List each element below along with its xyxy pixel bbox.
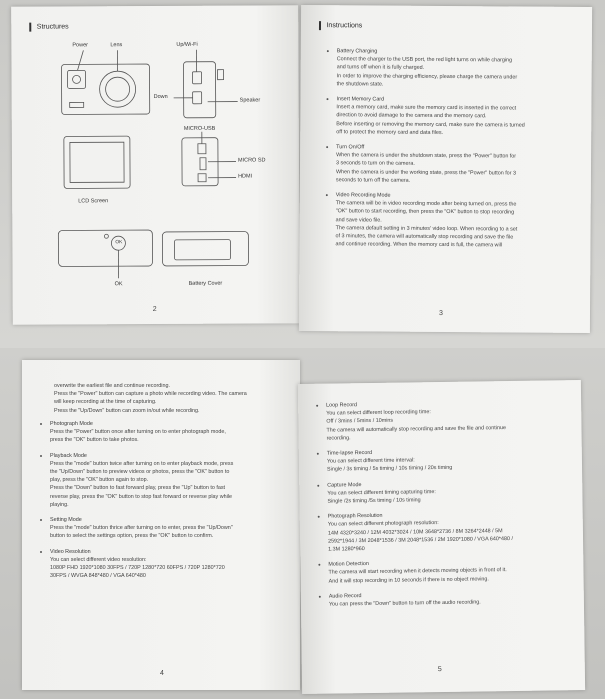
continuation-line: Press the "Up/Down" button can zoom in/out while recording. — [54, 407, 200, 414]
instruction-text-line: Connect the charger to the USB port, the red light turns on while charging — [336, 56, 513, 64]
instruction-title: Video Recording Mode — [335, 192, 391, 199]
page-4 — [22, 360, 300, 690]
label-hdmi: HDMI — [238, 173, 253, 180]
instruction-item — [317, 478, 572, 506]
instruction-text-line: the shutdown state. — [336, 81, 384, 88]
indicator-light — [104, 234, 108, 238]
instruction-text-line: Press the "Power" button once after turning on to enter photograph mode, — [50, 429, 226, 436]
label-down: Down — [153, 93, 168, 101]
instruction-text-line: of 3 minutes, the camera will automatically stop recording and save the file — [335, 233, 514, 241]
hdmi-port — [198, 174, 206, 182]
bullet-icon — [317, 484, 319, 486]
instruction-text-line: And it will stop recording in 10 seconds if there is no object moving. — [328, 575, 489, 585]
camera-bottom-view — [162, 232, 248, 266]
instruction-item — [327, 47, 577, 90]
instruction-text-line: 1.3M 1280*960 — [328, 546, 365, 553]
front-label-plate — [70, 102, 84, 107]
instruction-text-line: "OK" button to start recording, then press the "OK" button to stop recording — [335, 208, 515, 216]
bullet-icon — [326, 98, 328, 100]
instruction-text-line: direction to avoid damage to the camera and the memory card. — [336, 112, 487, 120]
instruction-text-line: Single /2s timing /5s timing / 10s timing — [327, 497, 421, 505]
continuation-line: Press the "Power" button can capture a photo while recording video. The camera — [54, 391, 247, 398]
lens-ring — [100, 71, 136, 107]
instruction-text-line: The camera default setting in 3 minutes' video loop. When recording to a set — [335, 225, 518, 233]
instruction-title: Motion Detection — [328, 561, 369, 568]
instruction-text-line: seconds to turn off the camera. — [335, 177, 411, 184]
bullet-icon — [40, 551, 42, 553]
instruction-text-line: You can press the "Down" button to turn off the audio recording. — [328, 599, 481, 608]
instruction-item — [40, 420, 290, 445]
instruction-text-line: button to select the settings option, press the "OK" button to confirm. — [50, 533, 214, 540]
instruction-text-line: Press the "mode" button thrice after turning on to enter, press the "Up/Down" — [50, 525, 233, 532]
instruction-text-line: The camera will be in video recording mode after being turned on, press the — [335, 200, 517, 208]
bullet-icon — [327, 50, 329, 52]
page-2-number: 2 — [152, 305, 157, 314]
up-wifi-button — [193, 72, 202, 84]
bullet-icon — [40, 423, 42, 425]
bullet-icon — [316, 405, 318, 407]
label-ok-on-button: OK — [115, 240, 123, 246]
power-button — [68, 70, 86, 88]
page-3 — [299, 5, 592, 333]
instruction-text-line: the "Up/Down" button to preview videos or photos, press the "OK" button to — [50, 469, 230, 476]
instruction-text-line: 1080P FHD 1920*1080 30FPS / 720P 1280*720 60FPS / 720P 1280*720 — [50, 565, 225, 572]
instruction-title: Battery Charging — [336, 48, 378, 55]
instruction-text-line: Before inserting or removing the memory card, make sure the camera is turned — [336, 120, 525, 129]
instruction-title: Capture Mode — [327, 481, 362, 489]
lens-glass — [106, 77, 130, 101]
instruction-text-line: press the "OK" button to take photos. — [50, 437, 139, 444]
continuation-line: overwrite the earliest file and continue recording. — [54, 383, 170, 389]
instruction-title: Audio Record — [328, 592, 362, 600]
instruction-item — [317, 446, 572, 474]
bullet-icon — [318, 564, 320, 566]
instruction-text-line: and turns off when it is fully charged. — [336, 64, 425, 72]
instruction-text-line: play, press the "OK" button again to stop. — [50, 477, 149, 484]
label-battery-cover: Battery Cover — [188, 280, 223, 287]
down-button — [193, 92, 202, 104]
instruction-title: Loop Record — [326, 402, 358, 409]
page-4-continuation — [54, 382, 294, 415]
camera-top-view — [58, 230, 152, 266]
instruction-title: Turn On/Off — [336, 144, 365, 151]
instruction-text-line: playing. — [50, 501, 69, 508]
battery-cover — [174, 240, 230, 260]
instruction-text-line: The camera will automatically stop recording and save the file and continue — [326, 424, 507, 434]
instruction-item — [40, 548, 290, 581]
bullet-icon — [326, 194, 328, 196]
camera-back-view — [64, 136, 130, 188]
instruction-item — [326, 143, 576, 186]
instruction-text-line: 2592*1944 / 3M 2048*1536 / 3M 2048*1536 / 2M 1920*1080 / VGA 640*480 / — [328, 535, 514, 545]
instruction-text-line: 30FPS / WVGA 848*480 / VGA 640*480 — [50, 573, 146, 580]
label-speaker: Speaker — [239, 97, 261, 104]
page-4-instructions — [40, 420, 290, 587]
instruction-title: Time-lapse Record — [326, 449, 373, 457]
instruction-text-line: When the camera is under the working state, press the "Power" button for 3 — [335, 168, 517, 177]
instruction-item — [318, 557, 573, 585]
instruction-text-line: 3 seconds to turn on the camera. — [336, 160, 415, 168]
instruction-item — [40, 452, 290, 509]
bullet-icon — [40, 455, 42, 457]
page-2 — [11, 5, 300, 324]
instruction-text-line: The camera will start recording when it detects moving objects in front of it. — [328, 567, 507, 577]
instruction-item — [326, 95, 576, 138]
instruction-text-line: You can select different video resolution: — [50, 556, 147, 563]
side-clip — [218, 70, 224, 80]
photo-top-spread — [0, 0, 605, 348]
bullet-icon — [319, 596, 321, 598]
instruction-title: Video Resolution — [50, 548, 91, 555]
instruction-text-line: When the camera is under the shutdown state, press the "Power" button for — [336, 152, 517, 160]
page-5-instructions — [316, 398, 574, 616]
label-lens: Lens — [110, 42, 123, 49]
instruction-text-line: You can select different timing capturing time: — [327, 488, 436, 497]
label-up-wifi: Up/Wi-Fi — [176, 41, 198, 48]
instruction-title: Photograph Mode — [50, 421, 93, 427]
page-3-heading: Instructions — [319, 21, 362, 30]
instruction-title: Playback Mode — [50, 452, 87, 459]
instruction-text-line: Single / 3s timing / 5s timing / 10s timing / 20s timing — [327, 465, 453, 474]
power-icon — [73, 75, 81, 83]
instruction-item — [319, 589, 574, 609]
instruction-item — [40, 516, 290, 541]
instruction-title: Setting Mode — [50, 517, 82, 524]
label-micro-usb: MICRO-USB — [183, 125, 216, 132]
micro-sd-slot — [200, 158, 206, 170]
instruction-text-line: reverse play, press the "OK" button to stop fast forward or reverse play while — [50, 493, 232, 500]
label-micro-sd: MICRO SD — [237, 157, 266, 164]
instruction-text-line: recording. — [326, 435, 351, 442]
instruction-text-line: Off / 3mins / 5mins / 10mins — [326, 418, 394, 426]
page-5 — [298, 380, 585, 694]
instruction-item — [316, 398, 572, 443]
label-ok: OK — [114, 281, 123, 288]
page-3-number: 3 — [438, 309, 443, 317]
bullet-icon — [318, 516, 320, 518]
photo-bottom-spread — [0, 348, 605, 699]
label-power: Power — [72, 42, 88, 49]
instruction-text-line: and continue recording. When the memory card is full, the camera will — [335, 241, 503, 249]
lcd-screen — [70, 142, 124, 182]
instruction-text-line: In order to improve the charging efficiency, please charge the camera under — [336, 72, 518, 81]
instruction-title: Insert Memory Card — [336, 96, 385, 103]
instruction-text-line: Press the "Down" button to fast forward play, press the "Up" button to fast — [50, 485, 226, 492]
bullet-icon — [317, 453, 319, 455]
instruction-item — [318, 509, 574, 554]
instruction-text-line: Insert a memory card, make sure the memory card is inserted in the correct — [336, 104, 517, 112]
micro-usb-port — [198, 144, 206, 154]
page-3-instructions — [325, 47, 576, 257]
continuation-line: will keep recording at the time of capturing. — [54, 399, 157, 406]
instruction-text-line: off to protect the memory card and data files. — [336, 129, 444, 136]
bullet-icon — [326, 146, 328, 148]
instruction-text-line: You can select different time interval: — [326, 457, 415, 465]
bullet-icon — [40, 519, 42, 521]
instruction-text-line: Press the "mode" button twice after turning on to enter playback mode, press — [50, 460, 234, 467]
page-4-number: 4 — [160, 670, 164, 677]
instruction-text-line: 14M 4320*3240 / 12M 4032*3024 / 10M 3648*2736 / 8M 3264*2448 / 5M — [327, 527, 503, 537]
instruction-text-line: You can select different loop recording time: — [326, 409, 431, 417]
instruction-text-line: and save video file. — [335, 216, 382, 224]
instruction-title: Photograph Resolution — [327, 513, 383, 520]
page-2-heading: Structures — [29, 22, 68, 31]
camera-diagram-svg — [11, 5, 300, 324]
instruction-item — [325, 191, 575, 250]
label-lcd-screen: LCD Screen — [78, 198, 109, 205]
instruction-text-line: You can select different photograph resolution: — [327, 520, 439, 529]
camera-side-view — [183, 62, 215, 118]
page-5-number: 5 — [437, 666, 442, 674]
